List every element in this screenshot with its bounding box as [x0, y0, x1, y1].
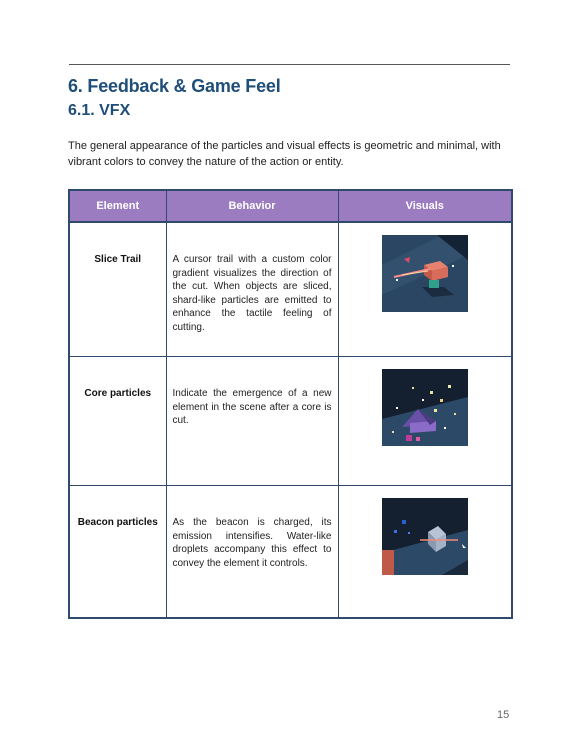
page-number: 15: [497, 709, 510, 721]
element-cell: Core particles: [69, 357, 166, 486]
visual-cell: [338, 486, 512, 619]
slice-trail-image: [382, 235, 468, 312]
top-rule: [69, 64, 510, 65]
header-visuals: Visuals: [338, 190, 512, 222]
table-row: [69, 222, 512, 357]
element-cell: Beacon particles: [69, 486, 166, 619]
core-particles-image: [382, 369, 468, 446]
visual-cell: [338, 222, 512, 357]
header-behavior: Behavior: [166, 190, 338, 222]
vfx-table: [68, 189, 513, 619]
section-heading: 6. Feedback & Game Feel: [68, 76, 281, 96]
element-cell: Slice Trail: [69, 222, 166, 357]
beacon-particles-image: [382, 498, 468, 575]
table-row: [69, 486, 512, 619]
table-header-row: [69, 190, 512, 222]
intro-paragraph: The general appearance of the particles and visual effects is geometric and minimal, with vibrant colors to convey the nature of the action or entity.: [68, 140, 501, 168]
header-element: Element: [69, 190, 166, 222]
table-row: [69, 357, 512, 486]
visual-cell: [338, 357, 512, 486]
behavior-cell: A cursor trail with a custom color gradient visualizes the direction of the cut. When objects are sliced, shard-like particles are emitted to enhance the tactile feeling of cutting.: [166, 222, 338, 357]
behavior-cell: As the beacon is charged, its emission intensifies. Water-like droplets accompany this effect to convey the element it controls.: [166, 486, 338, 619]
behavior-cell: Indicate the emergence of a new element in the scene after a core is cut.: [166, 357, 338, 486]
subsection-heading: 6.1. VFX: [68, 102, 131, 119]
